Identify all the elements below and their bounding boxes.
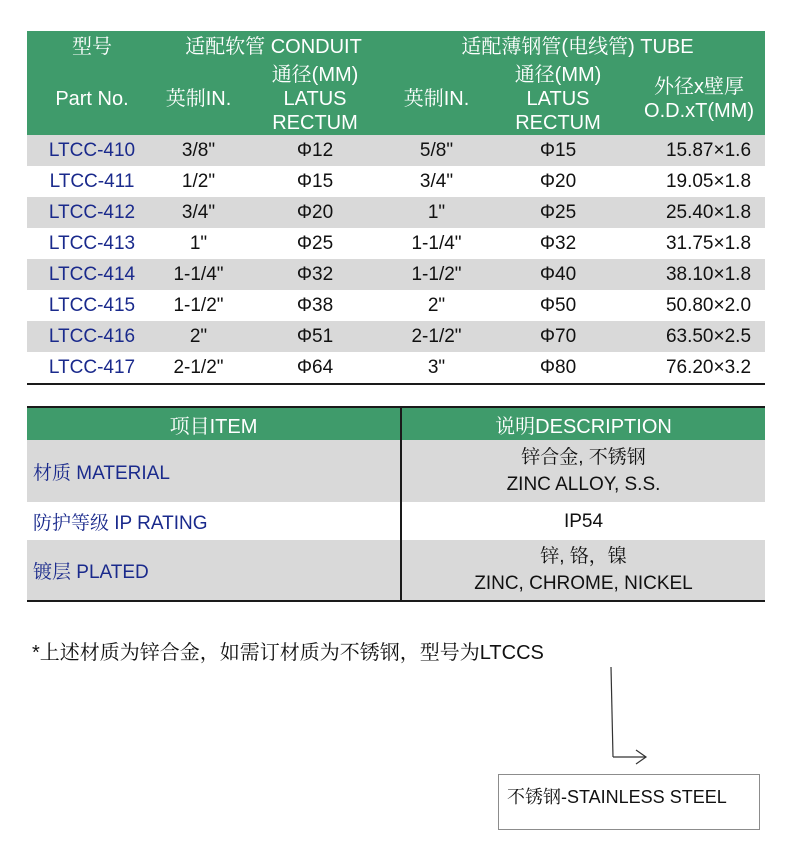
conduit-inch-header: 英制IN. (157, 63, 240, 135)
conduit-bore: Φ25 (296, 232, 334, 254)
tube-inch: 2-1/2" (390, 321, 483, 352)
tube-inch-header: 英制IN. (390, 63, 483, 135)
description-en: ZINC ALLOY, S.S. (506, 474, 661, 495)
tube-od: 15.87×1.6 (633, 135, 765, 166)
conduit-inch: 3/8" (157, 135, 240, 166)
conduit-inch: 2" (157, 321, 240, 352)
tube-bore: Φ80 (483, 352, 633, 384)
material-note: *上述材质为锌合金，如需订材质为不锈钢，型号为LTCCS (32, 642, 544, 664)
part-number: LTCC-417 (27, 352, 157, 384)
tube-od-cn: 外径x壁厚 (654, 76, 745, 98)
part-number: LTCC-412 (27, 197, 157, 228)
attribute-item: 防护等级 IP RATING (27, 502, 401, 540)
tube-bore-cn: 通径(MM) (514, 64, 602, 86)
item-header: 项目ITEM (27, 407, 401, 440)
part-number: LTCC-416 (27, 321, 157, 352)
tube-inch: 5/8" (390, 135, 483, 166)
tube-inch: 1-1/2" (390, 259, 483, 290)
part-number: LTCC-415 (48, 294, 136, 316)
description-en: ZINC, CHROME, NICKEL (474, 573, 693, 594)
description-cn: 锌合金, 不锈钢 (521, 447, 646, 468)
conduit-inch: 1" (189, 232, 208, 254)
conduit-bore: Φ38 (296, 294, 334, 316)
tube-inch: 3/4" (419, 170, 454, 192)
tube-od: 50.80×2.0 (665, 294, 752, 316)
tube-od: 38.10×1.8 (633, 259, 765, 290)
tube-od-en: O.D.xT(MM) (644, 100, 754, 122)
conduit-bore-cn: 通径(MM) (271, 64, 359, 86)
part-number: LTCC-411 (49, 170, 135, 192)
part-number: LTCC-414 (27, 259, 157, 290)
tube-od: 31.75×1.8 (665, 232, 752, 254)
tube-bore: Φ20 (539, 170, 577, 192)
conduit-bore: Φ32 (240, 259, 390, 290)
conduit-inch: 2-1/2" (157, 352, 240, 384)
conduit-bore: Φ15 (296, 170, 334, 192)
description-cn: 锌, 铬，镍 (540, 546, 627, 567)
conduit-bore: Φ12 (240, 135, 390, 166)
description-cn: IP54 (563, 510, 604, 532)
conduit-bore-en: LATUS RECTUM (272, 88, 358, 134)
tube-bore: Φ25 (483, 197, 633, 228)
tube-od: 63.50×2.5 (633, 321, 765, 352)
tube-bore: Φ32 (539, 232, 577, 254)
stainless-steel-callout: 不锈钢-STAINLESS STEEL (498, 774, 760, 830)
tube-od: 19.05×1.8 (665, 170, 752, 192)
description-header: 说明DESCRIPTION (401, 407, 765, 440)
conduit-inch: 3/4" (157, 197, 240, 228)
tube-bore: Φ15 (483, 135, 633, 166)
conduit-inch: 1-1/2" (173, 294, 224, 316)
conduit-group-header: 适配软管 CONDUIT (157, 31, 390, 63)
tube-inch: 2" (427, 294, 446, 316)
tube-inch: 3" (390, 352, 483, 384)
conduit-bore: Φ20 (240, 197, 390, 228)
model-cn-header: 型号 (27, 31, 157, 63)
tube-bore: Φ40 (483, 259, 633, 290)
attribute-item: 材质 MATERIAL (27, 440, 401, 502)
tube-inch: 1-1/4" (411, 232, 462, 254)
conduit-inch: 1/2" (181, 170, 216, 192)
tube-bore: Φ50 (539, 294, 577, 316)
conduit-inch: 1-1/4" (157, 259, 240, 290)
part-number: LTCC-410 (27, 135, 157, 166)
part-no-header: Part No. (27, 63, 157, 135)
conduit-bore: Φ64 (240, 352, 390, 384)
tube-bore: Φ70 (483, 321, 633, 352)
tube-bore-en: LATUS RECTUM (515, 88, 601, 134)
part-number: LTCC-413 (48, 232, 136, 254)
tube-od: 25.40×1.8 (633, 197, 765, 228)
tube-od: 76.20×3.2 (633, 352, 765, 384)
attribute-item: 镀层 PLATED (27, 540, 401, 601)
tube-group-header: 适配薄钢管(电线管) TUBE (390, 31, 765, 63)
conduit-bore: Φ51 (240, 321, 390, 352)
arrow-shaft (611, 667, 613, 757)
tube-inch: 1" (390, 197, 483, 228)
